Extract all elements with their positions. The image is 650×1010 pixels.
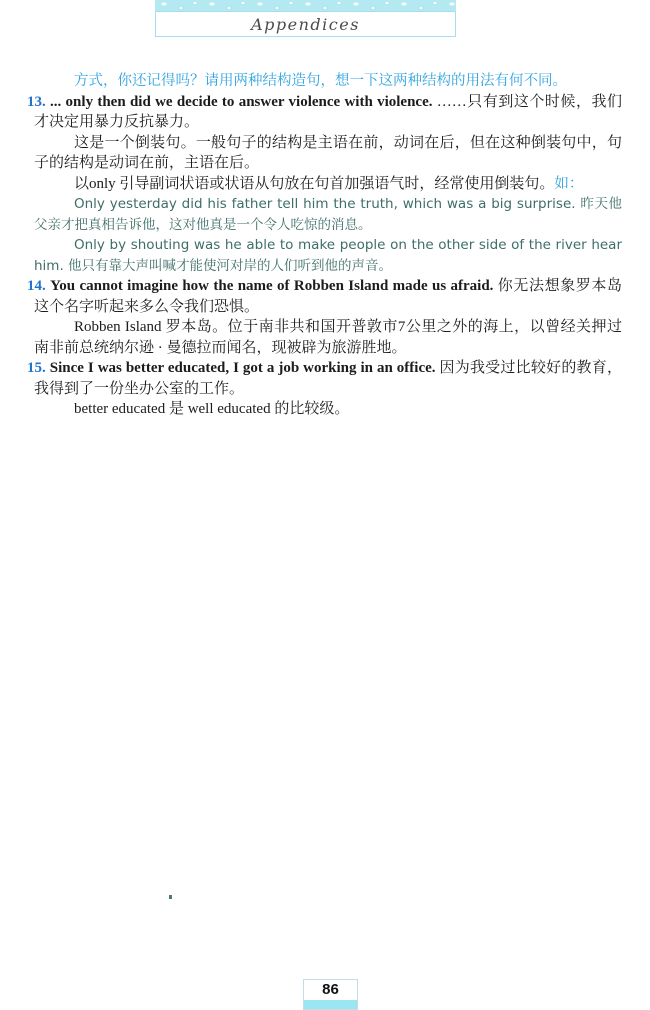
example-sentence-1 [34,194,622,235]
print-speck [169,895,172,899]
item-15-english: Since I was better educated, I got a job working in an office. [49,360,436,376]
item-13-note-1: 这是一个倒装句。一般句子的结构是主语在前，动词在后，但在这种倒装句中，句子的结构是动词在前，主语在后。 [34,134,622,171]
grammar-item-14 [27,276,622,317]
item-13-number: 13. [27,93,46,110]
item-13-chinese: ……只有到这个时候，我们才决定用暴力反抗暴力。 [34,93,623,130]
header-title-box [155,11,456,37]
item-13-note-2 [34,174,622,195]
intro-line: 方式，你还记得吗？请用两种结构造句，想一下这两种结构的用法有何不同。 [74,73,567,89]
example-1-chinese: 昨天他父亲才把真相告诉他，这对他真是一个令人吃惊的消息。 [34,196,622,233]
page-number-cyan-strip [304,1000,357,1009]
item-14-english: You cannot imagine how the name of Robben Island made us afraid. [50,278,494,294]
example-2-chinese: 他只有靠大声叫喊才能使河对岸的人们听到他的声音。 [68,257,393,274]
item-14-note: Robben Island 罗本岛。位于南非共和国开普敦市7公里之外的海上，以曾经关押过南非前总统纳尔逊 · 曼德拉而闻名，现被辟为旅游胜地。 [34,319,622,356]
item-13-note-2-text: 以only 引导副词状语或状语从句放在句首加强语气时，经常使用倒装句。 [74,175,555,192]
page-number-box [303,979,358,1010]
example-2-english: Only by shouting was he able to make people on the other side of the river hear him. [34,237,622,274]
item-14-number: 14. [27,278,46,294]
water-droplets-banner [155,0,456,11]
item-15-note: better educated 是 well educated 的比较级。 [74,401,350,417]
example-cue: 如： [554,175,584,192]
item-13-english: ... only then did we decide to answer violence with violence. [50,93,433,110]
example-sentence-2 [34,235,622,276]
item-15-number: 15. [27,360,46,376]
page-header [155,0,456,37]
grammar-item-13 [27,92,623,133]
page-number: 86 [322,981,339,998]
item-14-chinese: 你无法想象罗本岛这个名字听起来多么令我们恐惧。 [34,278,622,315]
item-15-chinese: 因为我受过比较好的教育，我得到了一份坐办公室的工作。 [34,360,623,397]
page-body [27,71,623,420]
grammar-item-15 [27,358,623,399]
example-1-english: Only yesterday did his father tell him the truth, which was a big surprise. [74,196,576,212]
page-title: Appendices [251,14,360,34]
